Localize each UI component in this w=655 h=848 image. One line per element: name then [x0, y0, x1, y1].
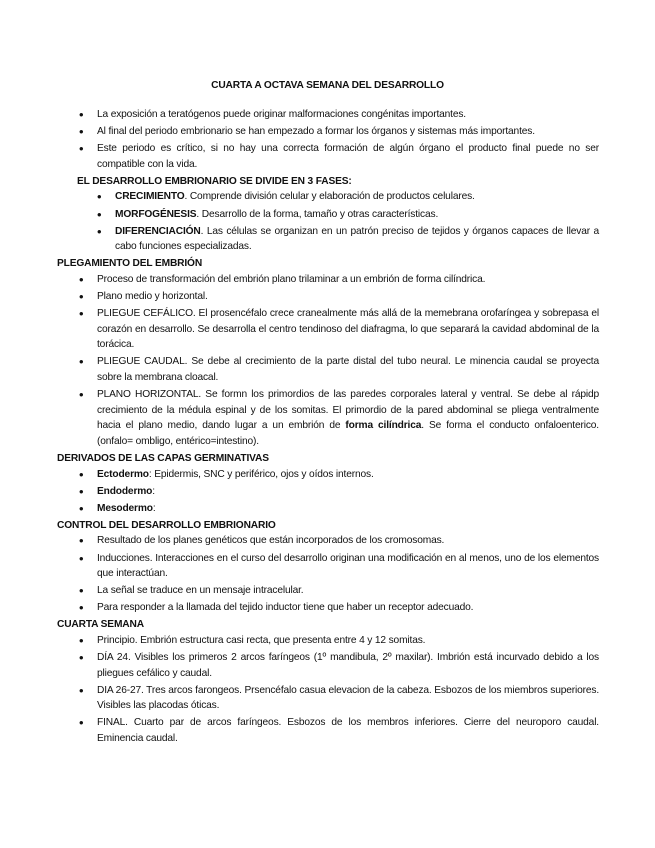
fase-term: MORFOGÉNESIS: [115, 208, 197, 220]
forma-cilindrica-term: forma cilíndrica: [345, 420, 422, 432]
derivado-text: :: [152, 502, 156, 514]
control-item: • La señal se traduce en un mensaje intracelular.: [97, 583, 599, 599]
cuarta-semana-item: • DÍA 24. Visibles los primeros 2 arcos faríngeos (1º mandibula, 2º maxilar). Imbrión está incurvado debido a los pliegues cefálico y caudal.: [97, 650, 599, 681]
plano-horizontal-text-end: . Se forma el conducto onfaloenterico. (onfalo= ombligo, entérico=intestino).: [97, 420, 599, 447]
intro-item: • Al final del periodo embrionario se han empezado a formar los órganos y sistemas más importantes.: [97, 124, 599, 140]
derivado-item: [97, 467, 599, 483]
intro-item: • Este periodo es crítico, si no hay una correcta formación de algún órgano el producto final puede no ser compatible con la vida.: [97, 141, 599, 172]
fase-term: CRECIMIENTO: [115, 191, 185, 203]
cuarta-semana-heading: CUARTA SEMANA: [57, 619, 144, 631]
document-body: [57, 107, 599, 748]
cuarta-semana-item: • DIA 26-27. Tres arcos farongeos. Prsencéfalo casua elevacion de la cabeza. Esbozos de los miembros superiores. Visibles las placodas óticas.: [97, 683, 599, 714]
cuarta-semana-list: [97, 633, 599, 747]
plegamiento-list: [97, 272, 599, 450]
fase-item: [115, 189, 599, 205]
derivado-text: :: [152, 485, 155, 497]
control-heading: CONTROL DEL DESARROLLO EMBRIONARIO: [57, 519, 276, 531]
plegamiento-item: • PLIEGUE CAUDAL. Se debe al crecimiento de la parte distal del tubo neural. Le minencia caudal se proyecta sobre la membrana cloacal.: [97, 354, 599, 385]
fase-text: . Desarrollo de la forma, tamaño y otras características.: [196, 208, 439, 220]
document-title: CUARTA A OCTAVA SEMANA DEL DESARROLLO: [211, 80, 444, 91]
derivado-item: [97, 501, 599, 517]
fase-text: . Comprende división celular y elaboración de productos celulares.: [184, 191, 475, 203]
derivados-list: [97, 467, 599, 517]
intro-item: • La exposición a teratógenos puede originar malformaciones congénitas importantes.: [97, 107, 599, 123]
fase-term: DIFERENCIACIÓN: [115, 225, 201, 237]
control-list: [97, 533, 599, 615]
plegamiento-heading: PLEGAMIENTO DEL EMBRIÓN: [57, 258, 203, 270]
derivado-term: Mesodermo: [97, 502, 153, 514]
control-item: • Para responder a la llamada del tejido inductor tiene que haber un receptor adecuado.: [97, 600, 599, 616]
control-item: • Inducciones. Interacciones en el curso del desarrollo originan una modificación en al menos, uno de los elementos que interactúan.: [97, 551, 599, 582]
plano-horizontal-text: PLANO HORIZONTAL. Se formn los primordios de las paredes corporales lateral y ventral. Se debe al rápidp crecimiento de la médula espinal y de los somitas. El primordio de la pared abdominal se pliega ventralmente hacia el plano medio, dando lugar a un embrión de: [97, 389, 599, 432]
plegamiento-item: • Plano medio y horizontal.: [97, 289, 599, 305]
fase-text: . Las células se organizan en un patrón preciso de tejidos y órganos capaces de llevar a cabo funciones especializadas.: [115, 225, 599, 253]
plegamiento-item: • PLIEGUE CEFÁLICO. El prosencéfalo crece cranealmente más allá de la memebrana orofaríngea y sobrepasa el corazón en desarrollo. Se desarrolla el centro tendinoso del diafragma, lo que separará la cavidad abdominal de la torácica.: [97, 306, 599, 353]
derivado-term: Endodermo: [97, 485, 153, 497]
derivado-item: [97, 484, 599, 500]
derivado-text: : Epidermis, SNC y periférico, ojos y oídos internos.: [148, 468, 374, 480]
derivado-term: Ectodermo: [97, 468, 149, 480]
control-item: • Resultado de los planes genéticos que están incorporados de los cromosomas.: [97, 533, 599, 549]
fase-item: [115, 224, 599, 255]
cuarta-semana-item: • Principio. Embrión estructura casi recta, que presenta entre 4 y 12 somitas.: [97, 633, 599, 649]
plegamiento-item: • Proceso de transformación del embrión plano trilaminar a un embrión de forma cilíndrica.: [97, 272, 599, 288]
derivados-heading: DERIVADOS DE LAS CAPAS GERMINATIVAS: [57, 452, 269, 464]
fase-item: [115, 207, 599, 223]
plegamiento-item: [97, 387, 599, 449]
fases-heading: EL DESARROLLO EMBRIONARIO SE DIVIDE EN 3 FASES:: [77, 175, 352, 187]
cuarta-semana-item: • FINAL. Cuarto par de arcos faríngeos. Esbozos de los membros inferiores. Cierre del neuroporo caudal. Eminencia caudal.: [97, 715, 599, 746]
intro-list: [97, 107, 599, 172]
fases-list: [115, 189, 599, 254]
